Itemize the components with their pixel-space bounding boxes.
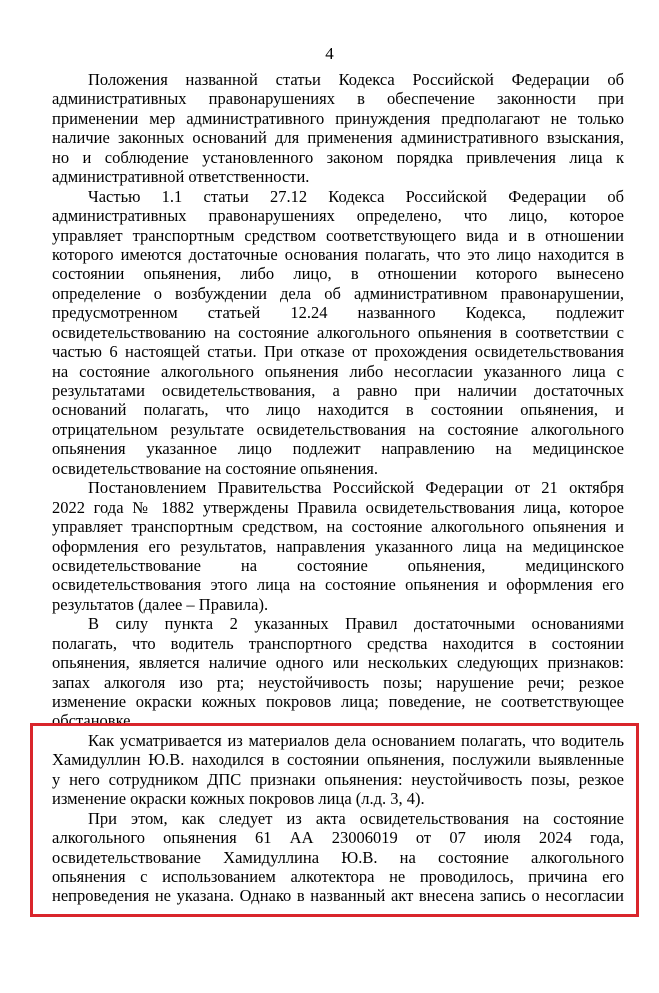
- page-number: 4: [325, 44, 334, 63]
- text-line: состоянии опьянения, либо лицо, в отношении которого вынесено: [52, 264, 624, 284]
- text-line: административных правонарушениях в обеспечение законности при: [52, 89, 624, 109]
- text-line: управляет транспортным средством соответствующего вида и в отношении: [52, 225, 624, 245]
- text-line: Положения названной статьи Кодекса Российской Федерации об: [88, 70, 624, 89]
- text-line: полагать, что водитель транспортного средства находится в состоянии: [52, 633, 624, 653]
- text-line: освидетельствованию на состояние алкогольного опьянения в соответствии с: [52, 322, 624, 342]
- text-line: При этом, как следует из акта освидетельствования на состояние: [88, 808, 624, 828]
- text-line: опьянения, является наличие одного или нескольких следующих признаков:: [52, 653, 624, 673]
- text-line: административной ответственности.: [52, 167, 310, 187]
- text-line: изменение окраски кожных покровов лица; поведение, не соответствующее: [52, 692, 624, 711]
- text-line: изменение окраски кожных покровов лица (л.д. 3, 4).: [52, 789, 425, 809]
- text-line: освидетельствования этого лица на состояние опьянения и оформления его: [52, 575, 624, 595]
- text-line: 2022 года № 1882 утверждены Правила освидетельствования лица, которое: [52, 497, 624, 517]
- text-line: управляет транспортным средством, на состояние алкогольного опьянения и: [52, 517, 624, 537]
- text-line: Как усматривается из материалов дела основанием полагать, что водитель: [88, 730, 624, 750]
- text-line: предусмотренном статьей 12.24 названного Кодекса, подлежит: [52, 303, 624, 323]
- text-line: Постановлением Правительства Российской Федерации от 21 октября: [88, 478, 624, 498]
- text-line: В силу пункта 2 указанных Правил достаточными основаниями: [88, 614, 624, 634]
- text-line: на состояние алкогольного опьянения либо несогласии указанного лица с: [52, 361, 624, 381]
- text-line: оснований полагать, что лицо находится в состоянии опьянения, и: [52, 400, 624, 420]
- paragraph: [52, 187, 624, 479]
- text-line: освидетельствование Хамидуллина Ю.В. на состояние алкогольного: [52, 847, 624, 867]
- text-line: Частью 1.1 статьи 27.12 Кодекса Российской Федерации об: [88, 186, 624, 206]
- text-line: результатов (далее – Правила).: [52, 594, 269, 614]
- text-line: непроведения не указана. Однако в названный акт внесена запись о несогласии: [52, 886, 624, 906]
- text-line: наличие законных оснований для применения административного взыскания,: [52, 128, 624, 148]
- text-line: отрицательном результате освидетельствования на состояние алкогольного: [52, 419, 624, 439]
- text-line: опьянения указанное лицо подлежит направлению на медицинское: [52, 439, 624, 459]
- text-line: административных правонарушениях определено, что лицо, которое: [52, 206, 624, 226]
- text-line: освидетельствование на состояние опьянения.: [52, 458, 379, 478]
- text-line: освидетельствование на состояние опьянения, медицинского: [52, 555, 624, 575]
- paragraph: [52, 478, 624, 614]
- text-line: применении мер административного принуждения предполагают не только: [52, 108, 624, 128]
- red-highlight-frame: [30, 723, 639, 917]
- paragraph: [52, 70, 624, 187]
- text-line: обстановке.: [52, 711, 135, 731]
- text-line: алкогольного опьянения 61 АА 23006019 от 07 июля 2024 года,: [52, 828, 624, 848]
- text-line: частью 6 настоящей статьи. При отказе от прохождения освидетельствования: [52, 342, 624, 362]
- paragraph: [52, 614, 624, 731]
- text-line: Хамидуллин Ю.В. находился в состоянии опьянения, послужили выявленные: [52, 750, 624, 770]
- text-line: у него сотрудником ДПС признаки опьянения: неустойчивость позы, резкое: [52, 769, 624, 789]
- text-line: но и соблюдение установленного законом порядка привлечения лица к: [52, 147, 624, 167]
- text-line: результатами освидетельствования, а равно при наличии достаточных: [52, 381, 624, 400]
- text-line: запах алкоголя изо рта; неустойчивость позы; нарушение речи; резкое: [52, 672, 624, 692]
- text-line: оформления его результатов, направления указанного лица на медицинское: [52, 536, 624, 556]
- text-line: определение о возбуждении дела об административном правонарушении,: [52, 283, 624, 303]
- text-line: которого имеются достаточные основания полагать, что это лицо находится в: [52, 244, 624, 264]
- text-line: опьянения с использованием алкотектора не проводилось, причина его: [52, 866, 624, 886]
